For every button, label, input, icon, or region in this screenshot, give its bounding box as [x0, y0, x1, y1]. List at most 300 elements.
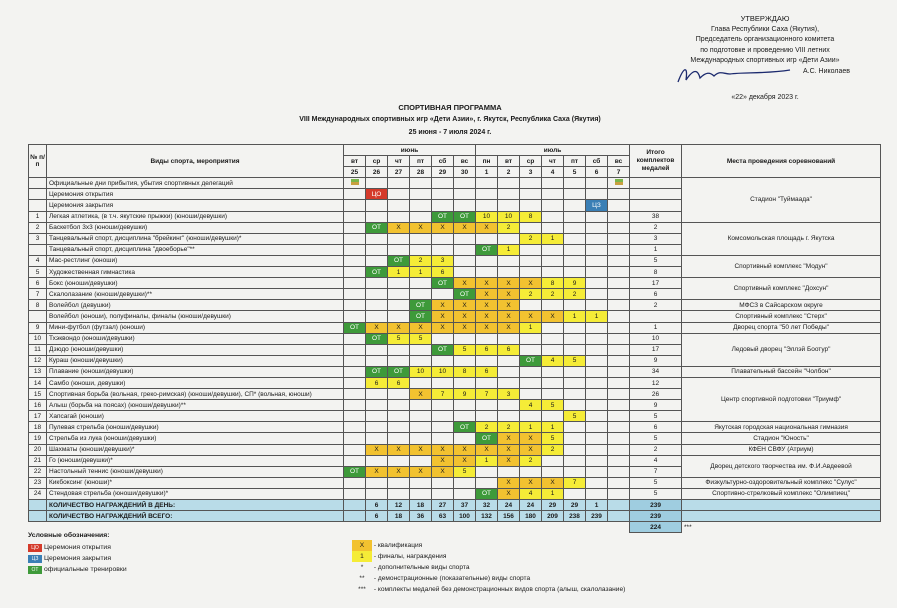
legend-demonstration-text: демонстрационные (показательные) виды спорта: [377, 575, 531, 582]
schedule-cell: [388, 244, 410, 255]
schedule-cell: [564, 267, 586, 278]
schedule-cell: [586, 333, 608, 344]
schedule-row: [29, 455, 881, 466]
schedule-cell: [586, 222, 608, 233]
schedule-cell: 5: [454, 344, 476, 355]
schedule-cell: [366, 433, 388, 444]
schedule-cell: 8: [454, 366, 476, 377]
row-number: [29, 178, 47, 189]
weekday: пт: [410, 156, 432, 167]
schedule-cell: [388, 233, 410, 244]
schedule-cell: 6: [432, 267, 454, 278]
schedule-cell: [608, 233, 630, 244]
schedule-cell: [586, 211, 608, 222]
schedule-cell: ОТ: [454, 289, 476, 300]
legend-additional-text: дополнительные виды спорта: [377, 564, 470, 571]
schedule-cell: [432, 488, 454, 499]
schedule-cell: [564, 333, 586, 344]
schedule-cell: [454, 488, 476, 499]
schedule-cell: 2: [542, 289, 564, 300]
schedule-cell: [410, 422, 432, 433]
schedule-cell: [366, 400, 388, 411]
schedule-cell: [476, 267, 498, 278]
schedule-row: [29, 444, 881, 455]
medal-total: 2: [630, 222, 682, 233]
schedule-cell: [564, 200, 586, 211]
schedule-cell: X: [476, 222, 498, 233]
schedule-cell: [366, 178, 388, 189]
schedule-cell: [542, 344, 564, 355]
day: 1: [476, 167, 498, 178]
schedule-cell: [520, 200, 542, 211]
schedule-cell: [608, 477, 630, 488]
schedule-cell: X: [476, 278, 498, 289]
legend-left: [28, 532, 127, 575]
schedule-cell: [498, 355, 520, 366]
schedule-cell: [432, 355, 454, 366]
row-number: 23: [29, 477, 47, 488]
day: 30: [454, 167, 476, 178]
row-number: 7: [29, 289, 47, 300]
schedule-cell: X: [520, 311, 542, 322]
schedule-cell: [344, 422, 366, 433]
schedule-cell: [344, 267, 366, 278]
schedule-cell: [520, 178, 542, 189]
schedule-cell: ОТ: [410, 300, 432, 311]
schedule-cell: X: [410, 444, 432, 455]
row-number: 4: [29, 255, 47, 266]
legend-opening-text: Церемония открытия: [44, 544, 111, 551]
sport-name: Баскетбол 3х3 (юноши/девушки): [47, 222, 344, 233]
schedule-cell: [586, 433, 608, 444]
schedule-cell: [608, 444, 630, 455]
schedule-cell: ОТ: [432, 211, 454, 222]
sport-name: Хапсагай (юноши): [47, 411, 344, 422]
swatch-closing: ЦЗ: [28, 555, 42, 563]
schedule-row: [29, 366, 881, 377]
schedule-cell: [344, 366, 366, 377]
row-number: 9: [29, 322, 47, 333]
daily-awards-label: КОЛИЧЕСТВО НАГРАЖДЕНИЙ В ДЕНЬ:: [47, 500, 344, 511]
daily-value: 32: [476, 500, 498, 511]
schedule-cell: [388, 400, 410, 411]
sport-name: Стендовая стрельба (юноши/девушки)*: [47, 488, 344, 499]
schedule-cell: [608, 466, 630, 477]
col-venue-header: Места проведения соревнований: [682, 145, 881, 178]
day: 29: [432, 167, 454, 178]
schedule-cell: 6: [388, 377, 410, 388]
schedule-cell: 9: [454, 389, 476, 400]
medal-total: 9: [630, 400, 682, 411]
schedule-cell: X: [476, 300, 498, 311]
row-number: [29, 200, 47, 211]
schedule-cell: 1: [520, 422, 542, 433]
schedule-cell: [520, 366, 542, 377]
schedule-cell: 2: [520, 455, 542, 466]
cumulative-value: 238: [564, 511, 586, 522]
schedule-cell: ОТ: [366, 366, 388, 377]
schedule-row: [29, 477, 881, 488]
row-number: 16: [29, 400, 47, 411]
schedule-cell: [476, 400, 498, 411]
schedule-cell: [388, 455, 410, 466]
schedule-row: [29, 300, 881, 311]
sport-name: Мини-футбол (футзал) (юноши): [47, 322, 344, 333]
schedule-cell: [432, 200, 454, 211]
schedule-cell: ОТ: [388, 366, 410, 377]
schedule-cell: [586, 278, 608, 289]
schedule-cell: ОТ: [388, 255, 410, 266]
schedule-cell: [586, 400, 608, 411]
schedule-cell: X: [542, 311, 564, 322]
schedule-cell: [344, 289, 366, 300]
schedule-cell: [608, 222, 630, 233]
schedule-cell: X: [476, 289, 498, 300]
schedule-cell: [542, 300, 564, 311]
daily-value: [608, 500, 630, 511]
medal-total: 17: [630, 278, 682, 289]
schedule-cell: [586, 455, 608, 466]
schedule-cell: [344, 444, 366, 455]
schedule-cell: 2: [410, 255, 432, 266]
schedule-cell: X: [498, 322, 520, 333]
schedule-cell: [344, 311, 366, 322]
schedule-cell: [586, 444, 608, 455]
approval-signer: А.С. Николаев: [803, 67, 850, 75]
schedule-cell: [410, 344, 432, 355]
row-number: 5: [29, 267, 47, 278]
day: 28: [410, 167, 432, 178]
cumulative-value: 156: [498, 511, 520, 522]
schedule-cell: [520, 222, 542, 233]
note-demonstration: **: [359, 575, 365, 582]
schedule-cell: [366, 488, 388, 499]
sport-name: Церемония закрытия: [47, 200, 344, 211]
sport-name: Волейбол (юноши), полуфиналы, финалы (юноши/девушки): [47, 311, 344, 322]
schedule-cell: X: [366, 322, 388, 333]
weekday: пн: [476, 156, 498, 167]
weekday: сб: [432, 156, 454, 167]
approval-line-2: Глава Республики Саха (Якутия),: [710, 25, 820, 33]
schedule-cell: [344, 455, 366, 466]
schedule-cell: [498, 466, 520, 477]
schedule-cell: [344, 189, 366, 200]
schedule-row: [29, 178, 881, 189]
schedule-cell: [586, 366, 608, 377]
weekday: вт: [344, 156, 366, 167]
schedule-row: [29, 322, 881, 333]
schedule-cell: X: [498, 311, 520, 322]
schedule-cell: [498, 233, 520, 244]
sport-name: Танцевальный спорт, дисциплина "брейкинг" (юноши/девушки)*: [47, 233, 344, 244]
schedule-cell: 6: [498, 344, 520, 355]
medal-total: [630, 311, 682, 322]
schedule-cell: X: [498, 455, 520, 466]
schedule-cell: 1: [520, 322, 542, 333]
schedule-cell: [410, 244, 432, 255]
schedule-cell: [388, 289, 410, 300]
schedule-cell: [586, 233, 608, 244]
schedule-cell: [586, 466, 608, 477]
schedule-cell: X: [520, 278, 542, 289]
schedule-cell: X: [432, 455, 454, 466]
schedule-cell: [388, 411, 410, 422]
weekday: чт: [388, 156, 410, 167]
schedule-table: [28, 144, 881, 533]
schedule-cell: [366, 311, 388, 322]
schedule-cell: [608, 433, 630, 444]
cumulative-value: 18: [388, 511, 410, 522]
day: 7: [608, 167, 630, 178]
schedule-cell: [542, 244, 564, 255]
schedule-cell: [586, 178, 608, 189]
sport-name: Го (юноши/девушки)*: [47, 455, 344, 466]
schedule-cell: 7: [432, 389, 454, 400]
cumulative-value: 180: [520, 511, 542, 522]
schedule-cell: [432, 233, 454, 244]
schedule-cell: [476, 411, 498, 422]
schedule-cell: [520, 377, 542, 388]
schedule-cell: [564, 344, 586, 355]
schedule-cell: [542, 333, 564, 344]
schedule-cell: [564, 244, 586, 255]
daily-value: 1: [586, 500, 608, 511]
schedule-cell: [366, 422, 388, 433]
schedule-cell: 5: [564, 411, 586, 422]
sport-name: Официальные дни прибытия, убытия спортивных делегаций: [47, 178, 344, 189]
schedule-row: [29, 278, 881, 289]
schedule-cell: 10: [476, 211, 498, 222]
schedule-cell: [608, 311, 630, 322]
schedule-cell: X: [388, 444, 410, 455]
schedule-cell: [366, 211, 388, 222]
schedule-cell: [608, 488, 630, 499]
schedule-cell: [608, 200, 630, 211]
schedule-cell: [388, 477, 410, 488]
schedule-cell: 2: [542, 444, 564, 455]
schedule-cell: 9: [564, 278, 586, 289]
sport-name: Самбо (юноши, девушки): [47, 377, 344, 388]
schedule-cell: X: [366, 444, 388, 455]
schedule-cell: 1: [476, 455, 498, 466]
schedule-cell: ОТ: [454, 422, 476, 433]
schedule-cell: [564, 189, 586, 200]
schedule-cell: [608, 366, 630, 377]
approval-date: «22» декабря 2023 г.: [731, 94, 799, 101]
schedule-cell: [608, 411, 630, 422]
schedule-row: [29, 222, 881, 233]
schedule-cell: [542, 267, 564, 278]
schedule-cell: 1: [564, 311, 586, 322]
daily-value: 6: [366, 500, 388, 511]
row-number: 14: [29, 377, 47, 388]
medal-total: 1: [630, 322, 682, 333]
venue: Спортивно-стрелковый комплекс "Олимпиец": [682, 488, 881, 499]
schedule-cell: 4: [520, 400, 542, 411]
schedule-row: [29, 311, 881, 322]
schedule-cell: [410, 400, 432, 411]
schedule-cell: [410, 178, 432, 189]
schedule-cell: X: [498, 278, 520, 289]
schedule-cell: [454, 255, 476, 266]
schedule-cell: X: [454, 278, 476, 289]
venue: Спортивный комплекс "Дохсун": [682, 278, 881, 300]
schedule-cell: [586, 377, 608, 388]
schedule-cell: ЦЗ: [586, 200, 608, 211]
sport-name: Шахматы (юноши/девушки)*: [47, 444, 344, 455]
venue: Стадион "Юность": [682, 433, 881, 444]
legend-qualification-text: квалификация: [377, 542, 423, 549]
schedule-cell: [608, 211, 630, 222]
schedule-cell: [586, 488, 608, 499]
schedule-cell: [388, 355, 410, 366]
schedule-cell: [454, 477, 476, 488]
schedule-cell: [388, 311, 410, 322]
row-number: 6: [29, 278, 47, 289]
medal-total: 6: [630, 422, 682, 433]
schedule-cell: ОТ: [366, 333, 388, 344]
row-number: 12: [29, 355, 47, 366]
schedule-cell: [564, 488, 586, 499]
schedule-cell: [344, 300, 366, 311]
row-number: 11: [29, 344, 47, 355]
schedule-cell: [388, 300, 410, 311]
schedule-cell: [608, 455, 630, 466]
swatch-qualification: Х: [352, 540, 372, 551]
schedule-cell: [542, 222, 564, 233]
signature-image: [674, 64, 794, 86]
venue: Физкультурно-оздоровительный комплекс "Сулус": [682, 477, 881, 488]
row-number: 18: [29, 422, 47, 433]
schedule-row: [29, 488, 881, 499]
row-number: 19: [29, 433, 47, 444]
schedule-cell: 2: [564, 289, 586, 300]
schedule-cell: 2: [520, 289, 542, 300]
row-number: 17: [29, 411, 47, 422]
schedule-cell: [366, 477, 388, 488]
schedule-cell: [366, 355, 388, 366]
schedule-cell: X: [498, 488, 520, 499]
schedule-cell: 3: [432, 255, 454, 266]
sport-name: Стрельба из лука (юноши/девушки): [47, 433, 344, 444]
schedule-cell: X: [454, 311, 476, 322]
schedule-cell: X: [454, 444, 476, 455]
schedule-cell: X: [410, 322, 432, 333]
sport-name: Кураш (юноши/девушки): [47, 355, 344, 366]
approval-line-4: по подготовке и проведению VIII летних: [700, 46, 830, 54]
venue: Ледовый дворец "Эллэй Боотур": [682, 333, 881, 366]
schedule-cell: 2: [520, 233, 542, 244]
schedule-cell: ОТ: [476, 433, 498, 444]
schedule-cell: [564, 178, 586, 189]
schedule-cell: 1: [388, 267, 410, 278]
weekday: чт: [542, 156, 564, 167]
schedule-cell: [432, 289, 454, 300]
schedule-cell: [564, 300, 586, 311]
sport-name: Бокс (юноши/девушки): [47, 278, 344, 289]
schedule-cell: [586, 244, 608, 255]
schedule-cell: [344, 233, 366, 244]
schedule-cell: [498, 400, 520, 411]
sport-name: Мас-рестлинг (юноши): [47, 255, 344, 266]
legend-final-text: финалы, награждения: [377, 553, 447, 560]
venue: Якутская городская национальная гимназия: [682, 422, 881, 433]
schedule-cell: X: [432, 444, 454, 455]
col-total-header: Итого комплектов медалей: [630, 145, 682, 178]
schedule-cell: [410, 488, 432, 499]
schedule-cell: [564, 255, 586, 266]
schedule-cell: [344, 255, 366, 266]
schedule-cell: X: [454, 300, 476, 311]
schedule-cell: [432, 422, 454, 433]
schedule-cell: ЦО: [366, 189, 388, 200]
daily-value: 12: [388, 500, 410, 511]
schedule-cell: [564, 455, 586, 466]
schedule-cell: [366, 389, 388, 400]
schedule-cell: [476, 355, 498, 366]
schedule-row: [29, 377, 881, 388]
schedule-cell: [432, 411, 454, 422]
schedule-cell: ОТ: [344, 322, 366, 333]
doc-subtitle: VIII Международных спортивных игр «Дети Азии», г. Якутск, Республика Саха (Якутия): [299, 116, 601, 123]
schedule-cell: [564, 444, 586, 455]
schedule-cell: X: [476, 311, 498, 322]
schedule-cell: X: [476, 322, 498, 333]
schedule-cell: [366, 200, 388, 211]
day: 2: [498, 167, 520, 178]
schedule-cell: [564, 400, 586, 411]
schedule-cell: 10: [410, 366, 432, 377]
schedule-cell: [608, 300, 630, 311]
col-num-header: № п/п: [29, 145, 47, 178]
schedule-cell: [344, 278, 366, 289]
weekday: вс: [608, 156, 630, 167]
schedule-cell: 5: [410, 333, 432, 344]
schedule-cell: [388, 189, 410, 200]
schedule-cell: [586, 300, 608, 311]
schedule-cell: [432, 178, 454, 189]
schedule-cell: [454, 244, 476, 255]
day: 4: [542, 167, 564, 178]
medal-total: 5: [630, 488, 682, 499]
schedule-cell: X: [498, 477, 520, 488]
schedule-cell: X: [520, 477, 542, 488]
schedule-cell: [608, 244, 630, 255]
row-number: [29, 189, 47, 200]
schedule-cell: [498, 411, 520, 422]
schedule-cell: [498, 178, 520, 189]
schedule-cell: [388, 389, 410, 400]
daily-value: 29: [564, 500, 586, 511]
medal-total: 26: [630, 389, 682, 400]
schedule-cell: X: [388, 222, 410, 233]
schedule-cell: [608, 278, 630, 289]
schedule-cell: [520, 189, 542, 200]
schedule-cell: [454, 200, 476, 211]
schedule-cell: [410, 477, 432, 488]
row-number: 8: [29, 300, 47, 311]
medal-total: 5: [630, 411, 682, 422]
schedule-cell: [498, 377, 520, 388]
schedule-cell: [432, 400, 454, 411]
schedule-cell: [344, 244, 366, 255]
medal-total: 3: [630, 233, 682, 244]
sport-name: Плавание (юноши/девушки): [47, 366, 344, 377]
schedule-cell: X: [432, 322, 454, 333]
schedule-cell: [564, 433, 586, 444]
medal-total: 38: [630, 211, 682, 222]
schedule-cell: [542, 411, 564, 422]
